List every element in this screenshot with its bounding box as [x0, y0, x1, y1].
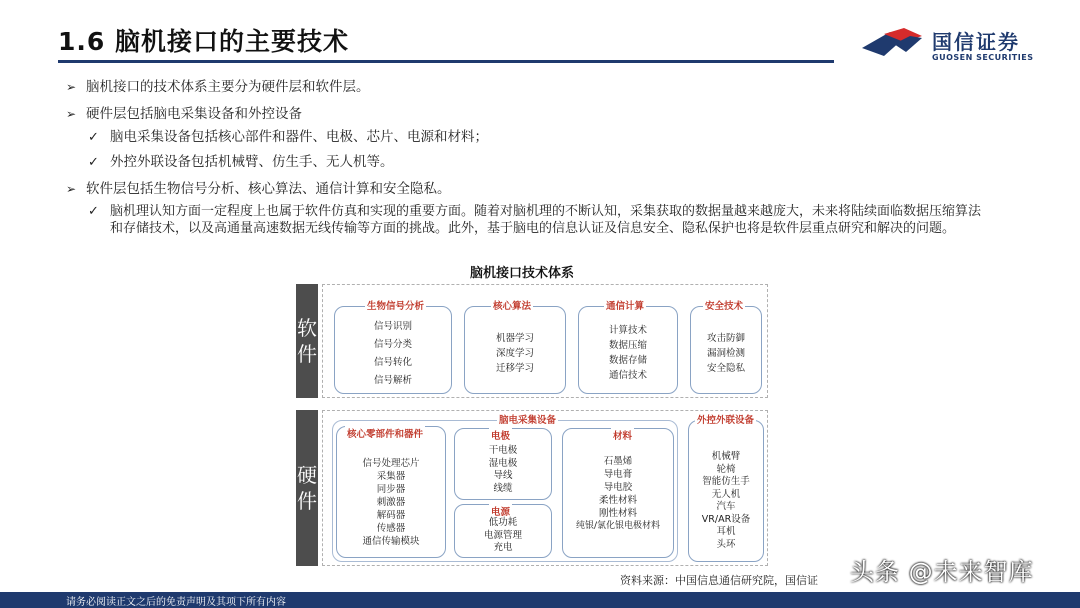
- box-items: [337, 457, 445, 548]
- item: 机器学习: [495, 333, 534, 344]
- item: 攻击防御: [706, 333, 745, 344]
- item: 充电: [493, 542, 513, 553]
- hardware-label: [296, 410, 318, 566]
- hardware-box-power: [454, 504, 552, 558]
- box-title: 安全技术: [703, 298, 745, 312]
- item: 湿电极: [488, 457, 518, 469]
- arrow-bullet-icon: ➢: [66, 80, 77, 94]
- box-title: 核心零部件和器件: [345, 426, 425, 440]
- logo-text-cn: 国信证券: [932, 30, 1020, 54]
- box-items: [465, 331, 565, 376]
- item: 刚性材料: [598, 508, 637, 519]
- item: 导电膏: [603, 469, 633, 480]
- item: 信号转化: [373, 357, 412, 368]
- item: 采集器: [376, 471, 406, 482]
- box-title: 通信计算: [604, 298, 646, 312]
- item: 导电胶: [603, 482, 633, 493]
- box-items: [563, 455, 673, 533]
- item: 导线: [493, 470, 513, 481]
- box-items: [691, 331, 761, 376]
- hardware-box-core: [336, 426, 446, 558]
- item: 通信传输模块: [362, 536, 420, 547]
- sub-bullet-item: [46, 203, 1026, 237]
- box-items: [455, 445, 551, 495]
- band-char: 硬: [297, 463, 317, 487]
- item: 通信技术: [608, 370, 647, 381]
- box-title: 材料: [611, 428, 634, 442]
- sub-bullet-item: [46, 128, 1026, 147]
- box-title: 生物信号分析: [365, 298, 426, 312]
- bullet-text: 硬件层包括脑电采集设备和外控设备: [86, 106, 302, 122]
- watermark-text: 头条 @未来智库: [850, 558, 1034, 586]
- item: 信号解析: [373, 375, 412, 386]
- bullet-item: [66, 78, 1026, 97]
- item: 迁移学习: [495, 363, 534, 374]
- box-title: 电源: [489, 504, 512, 518]
- box-items: [689, 451, 763, 551]
- guosen-logo-icon: [860, 26, 926, 60]
- software-box-signal: [334, 301, 452, 394]
- logo-text-en: GUOSEN SECURITIES: [932, 53, 1034, 62]
- item: 刺激器: [376, 497, 406, 508]
- box-items: [455, 517, 551, 555]
- sub-bullet-text: 脑电采集设备包括核心部件和器件、电极、芯片、电源和材料；: [110, 129, 488, 145]
- item: 汽车: [716, 501, 736, 512]
- bullet-text: 脑机接口的技术体系主要分为硬件层和软件层。: [86, 79, 370, 95]
- hardware-box-material: [562, 428, 674, 558]
- software-box-computing: [578, 301, 678, 394]
- band-char: 件: [297, 489, 317, 513]
- footer-disclaimer: 请务必阅读正文之后的免责声明及其项下所有内容: [66, 597, 286, 608]
- bullet-item: [66, 105, 1026, 124]
- bullet-text: 软件层包括生物信号分析、核心算法、通信计算和安全隐私。: [86, 181, 451, 197]
- item: 传感器: [376, 523, 406, 534]
- box-items: [335, 319, 451, 388]
- item: 头环: [716, 538, 736, 550]
- bullet-item: [66, 180, 1026, 199]
- hardware-box-electrode: [454, 428, 552, 500]
- item: 信号处理芯片: [362, 458, 420, 469]
- diagram-title: 脑机接口技术体系: [470, 266, 575, 281]
- item: 解码器: [376, 510, 406, 521]
- footer-bar: [0, 592, 1080, 608]
- band-char: 软: [297, 316, 317, 340]
- item: 低功耗: [488, 517, 518, 528]
- item: 无人机: [711, 488, 741, 500]
- item: VR/AR设备: [701, 513, 751, 525]
- group-title: 脑电采集设备: [497, 412, 558, 426]
- item: 柔性材料: [598, 495, 637, 506]
- item: 数据存储: [608, 355, 647, 366]
- check-bullet-icon: ✓: [88, 204, 99, 219]
- item: 轮椅: [716, 463, 736, 475]
- software-label: [296, 284, 318, 398]
- check-bullet-icon: ✓: [88, 130, 99, 145]
- item: 智能仿生手: [702, 476, 750, 487]
- box-title: 外控外联设备: [695, 412, 756, 426]
- item: 同步器: [376, 484, 406, 495]
- arrow-bullet-icon: ➢: [66, 107, 77, 121]
- item: 耳机: [716, 526, 736, 537]
- software-box-algorithm: [464, 301, 566, 394]
- box-items: [579, 323, 677, 383]
- box-title: 电极: [489, 428, 512, 442]
- band-char: 件: [297, 342, 317, 366]
- item: 信号识别: [373, 321, 412, 332]
- bullet-list: [66, 78, 1026, 243]
- page-title: 1.6 脑机接口的主要技术: [58, 27, 349, 56]
- item: 线缆: [493, 482, 513, 494]
- company-logo: [860, 22, 1060, 68]
- check-bullet-icon: ✓: [88, 155, 99, 170]
- item: 数据压缩: [608, 340, 647, 351]
- software-box-security: [690, 301, 762, 394]
- item: 纯银/氯化银电极材料: [575, 521, 661, 531]
- item: 电源管理: [483, 529, 522, 541]
- hardware-box-external: [688, 415, 764, 562]
- title-divider: [58, 60, 834, 63]
- item: 计算技术: [608, 325, 647, 336]
- sub-bullet-text: 脑机理认知方面一定程度上也属于软件仿真和实现的重要方面。随着对脑机理的不断认知，采集获取的数据量越来越庞大，未来将陆续面临数据压缩算法和存储技术，以及高通量高速数据无线传输等方面的挑战。此外，基于脑电的信息认证及信息安全、隐私保护也将是软件层重点研究和解决的问题。: [110, 204, 982, 236]
- box-title: 核心算法: [491, 298, 533, 312]
- item: 深度学习: [495, 348, 534, 359]
- item: 信号分类: [373, 339, 412, 350]
- item: 石墨烯: [603, 456, 633, 467]
- arrow-bullet-icon: ➢: [66, 182, 77, 196]
- sub-bullet-item: [46, 153, 1026, 172]
- item: 干电极: [488, 445, 518, 456]
- item: 机械臂: [711, 451, 741, 462]
- sub-bullet-text: 外控外联设备包括机械臂、仿生手、无人机等。: [110, 154, 394, 170]
- source-note: 资料来源：中国信息通信研究院，国信证: [620, 574, 818, 587]
- item: 安全隐私: [706, 363, 745, 374]
- item: 漏洞检测: [706, 348, 745, 359]
